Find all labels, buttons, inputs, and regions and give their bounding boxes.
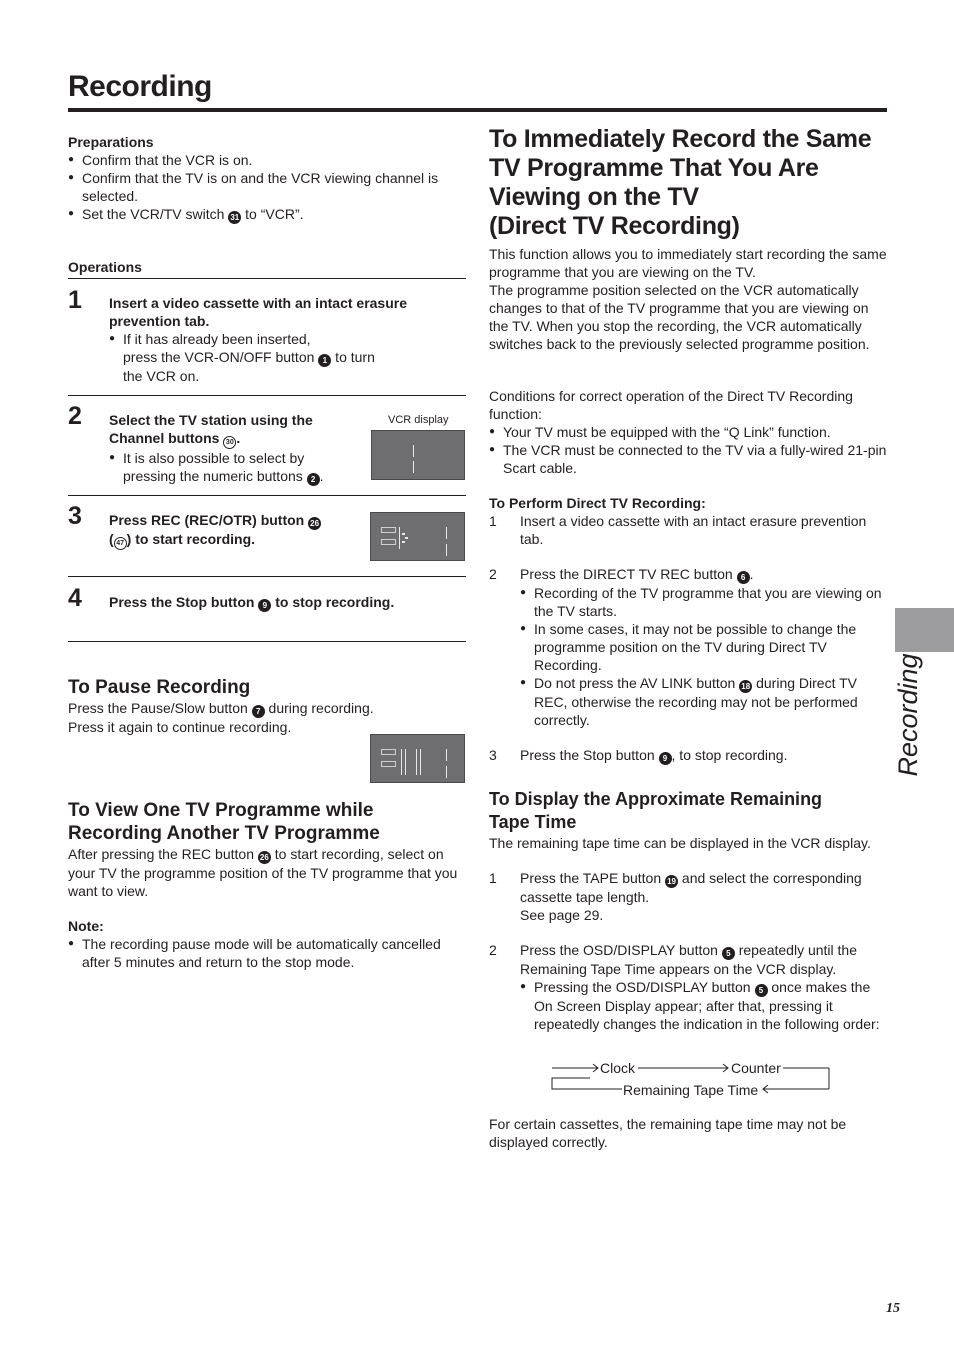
ref-number-icon: 1 xyxy=(318,354,331,367)
step-3-text xyxy=(109,511,349,550)
subsection-heading: To Perform Direct TV Recording: xyxy=(489,495,706,511)
step-number: 4 xyxy=(68,584,82,612)
ref-number-icon: 19 xyxy=(665,875,678,888)
preparations-section xyxy=(68,133,466,224)
divider xyxy=(68,395,466,396)
operations-heading: Operations xyxy=(68,259,142,275)
note-item: ● The recording pause mode will be automatically cancelled after 5 minutes and return to the stop mode. xyxy=(68,935,466,971)
direct-tv-section xyxy=(489,125,887,353)
numbered-step: 3 Press the Stop button 9 , to stop recording. xyxy=(489,747,788,763)
ref-number-icon: 9 xyxy=(258,599,271,612)
tape-time-section xyxy=(489,788,887,1033)
condition-item: ● Your TV must be equipped with the “Q Link” function. xyxy=(489,423,887,441)
ref-number-icon: 26 xyxy=(258,851,271,864)
step-note: ● Recording of the TV programme that you are viewing on the TV starts. xyxy=(489,584,887,620)
preparation-item: ● Confirm that the TV is on and the VCR viewing channel is selected. xyxy=(68,169,466,205)
section-heading: TV Programme That You Are xyxy=(489,154,819,182)
preparation-item: ● Set the VCR/TV switch 31 to “VCR”. xyxy=(68,205,466,224)
section-heading: Tape Time xyxy=(489,812,577,832)
ref-number-icon: 7 xyxy=(252,705,265,718)
step-number: 1 xyxy=(68,286,82,314)
divider xyxy=(68,495,466,496)
paragraph: The remaining tape time can be displayed in the VCR display. xyxy=(489,835,871,851)
vcr-display-pause-image xyxy=(370,734,465,783)
step-number: 2 xyxy=(68,402,82,430)
divider xyxy=(68,641,466,642)
tape-footer: For certain cassettes, the remaining tape time may not be displayed correctly. xyxy=(489,1116,847,1150)
view-other-section xyxy=(68,799,466,971)
vcr-display-image xyxy=(371,430,465,480)
step-instruction: Insert a video cassette with an intact erasure prevention tab. xyxy=(109,295,408,329)
numbered-step: 2 Press the DIRECT TV REC button 6 . xyxy=(489,566,754,582)
ref-number-icon: 9 xyxy=(659,752,672,765)
numbered-step: 2 Press the OSD/DISPLAY button 5 repeatedly until the Remaining Tape Time appears on the VCR display. xyxy=(489,942,858,977)
ref-number-icon: 31 xyxy=(228,211,241,224)
section-heading: Recording Another TV Programme xyxy=(68,823,380,844)
side-tab-label: Recording xyxy=(893,653,923,777)
divider xyxy=(68,278,466,279)
step-instruction: Select the TV station using the xyxy=(109,412,313,428)
step-1-text xyxy=(109,294,439,385)
section-heading: To Pause Recording xyxy=(68,677,251,698)
numbered-step: 1 Insert a video cassette with an intact erasure prevention tab. xyxy=(489,513,867,547)
section-heading: To Display the Approximate Remaining xyxy=(489,789,823,809)
conditions-section xyxy=(489,387,887,765)
ref-number-icon: 2 xyxy=(307,473,320,486)
step-instruction: Press REC (REC/OTR) button 26 xyxy=(109,511,349,530)
note-heading: Note: xyxy=(68,918,104,934)
step-note: ● Do not press the AV LINK button 18 during Direct TV REC, otherwise the recording may not be performed correctly. xyxy=(489,674,887,729)
ref-number-icon: 6 xyxy=(737,571,750,584)
step-note: ● Pressing the OSD/DISPLAY button 5 once makes the On Screen Display appear; after that, pressing it repeatedly changes the indication in the following order: xyxy=(489,978,887,1033)
step-note: ● It is also possible to select by pressing the numeric buttons 2 . xyxy=(109,449,359,486)
paragraph: Conditions for correct operation of the Direct TV Recording function: xyxy=(489,388,853,422)
step-instruction: Channel buttons 30 . xyxy=(109,429,359,449)
step-2-text xyxy=(109,411,359,486)
paragraph: The programme position selected on the VCR automatically changes to that of the TV programme that you are viewing on the TV. When you stop the recording, the VCR automatically switches back to the previously selected programme position. xyxy=(489,282,870,352)
step-instruction: Press the Stop button 9 to stop recording. xyxy=(109,594,395,610)
title-rule xyxy=(68,108,887,112)
cycle-counter-label: Counter xyxy=(731,1060,781,1076)
ref-number-icon: 30 xyxy=(223,436,236,449)
cycle-clock-label: Clock xyxy=(600,1060,636,1076)
divider xyxy=(68,576,466,577)
vcr-display-label: VCR display xyxy=(388,414,449,426)
numbered-step: 1 Press the TAPE button 19 and select the corresponding cassette tape length. See page 29. xyxy=(489,870,862,923)
ref-number-icon: 47 xyxy=(114,537,127,550)
preparation-item: ● Confirm that the VCR is on. xyxy=(68,151,466,169)
side-tab xyxy=(895,608,954,652)
page-number: 15 xyxy=(886,1301,900,1316)
section-heading: To Immediately Record the Same xyxy=(489,125,872,153)
section-heading: Viewing on the TV xyxy=(489,183,699,211)
step-note: ● If it has already been inserted, press the VCR-ON/OFF button 1 to turn the VCR on. xyxy=(109,330,439,385)
paragraph: After pressing the REC button 26 to start recording, select on your TV the programme position of the TV programme that you want to view. xyxy=(68,846,458,899)
pause-line: Press the Pause/Slow button 7 during recording. xyxy=(68,700,374,716)
pause-line: Press it again to continue recording. xyxy=(68,719,292,735)
section-heading: To View One TV Programme while xyxy=(68,800,374,821)
step-note: ● In some cases, it may not be possible to change the programme position on the TV during Direct TV Recording. xyxy=(489,620,887,674)
pause-section xyxy=(68,676,466,736)
page-title: Recording xyxy=(68,70,212,103)
paragraph: This function allows you to immediately start recording the same programme that you are viewing on the TV. xyxy=(489,246,887,280)
ref-number-icon: 26 xyxy=(308,517,321,530)
vcr-display-recording-image xyxy=(370,512,465,561)
ref-number-icon: 5 xyxy=(755,984,768,997)
step-number: 3 xyxy=(68,502,82,530)
step-instruction: ( 47 ) to start recording. xyxy=(109,530,349,550)
ref-number-icon: 18 xyxy=(739,680,752,693)
condition-item: ● The VCR must be connected to the TV via a fully-wired 21-pin Scart cable. xyxy=(489,441,887,477)
ref-number-icon: 5 xyxy=(722,947,735,960)
display-cycle-diagram xyxy=(550,1058,832,1100)
step-4-text xyxy=(109,593,449,612)
section-heading: (Direct TV Recording) xyxy=(489,212,740,240)
cycle-remaining-label: Remaining Tape Time xyxy=(623,1082,759,1098)
preparations-heading: Preparations xyxy=(68,134,154,150)
